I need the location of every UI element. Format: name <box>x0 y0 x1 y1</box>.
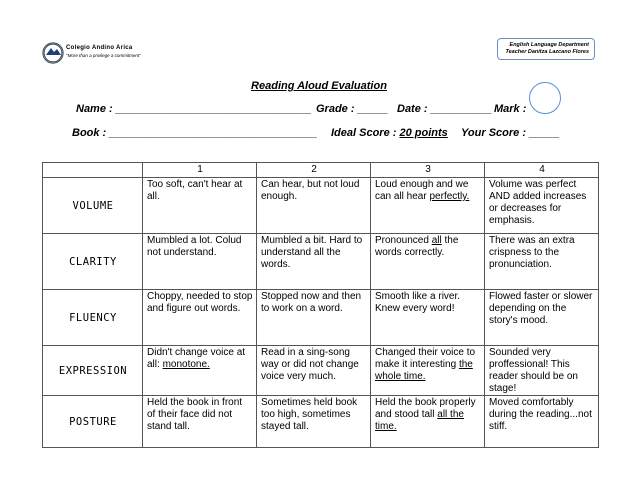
school-name: Colegio Andino Arica <box>66 45 133 51</box>
name-label: Name : <box>76 103 113 115</box>
school-motto: "More than a privilege a commitment" <box>66 53 141 58</box>
date-field[interactable] <box>397 103 492 115</box>
category-label: VOLUME <box>43 178 143 234</box>
rubric-cell-score-1 <box>143 396 257 448</box>
rubric-cell-score-4 <box>485 396 599 448</box>
rubric-cell-score-1 <box>143 346 257 396</box>
rubric-row-posture <box>43 396 599 448</box>
school-emblem-icon <box>42 42 64 64</box>
school-logo <box>42 42 192 66</box>
cell-text: Mumbled a lot. Colud not understand. <box>147 235 242 258</box>
your-score-blank: _____ <box>529 127 560 139</box>
rubric-cell-score-4 <box>485 178 599 234</box>
teacher-line: Teacher Danitza Lazcano Flores <box>505 49 589 55</box>
grade-label: Grade : <box>316 103 355 115</box>
name-field[interactable] <box>76 103 312 115</box>
date-label: Date : <box>397 103 428 115</box>
cell-text: Held the book in front of their face did not stand tall. <box>147 397 243 432</box>
rubric-cell-score-3 <box>371 290 485 346</box>
cell-text: Sounded very proffessional! This reader should be on stage! <box>489 347 578 394</box>
rubric-cell-score-1 <box>143 178 257 234</box>
rubric-row-clarity <box>43 234 599 290</box>
rubric-cell-score-1 <box>143 290 257 346</box>
header-cell-4: 4 <box>485 163 599 178</box>
page-title: Reading Aloud Evaluation <box>251 80 387 92</box>
cell-text: Can hear, but not loud enough. <box>261 179 360 202</box>
cell-text: Smooth like a river. Knew every word! <box>375 291 461 314</box>
mark-circle <box>529 82 561 114</box>
rubric-cell-score-2 <box>257 346 371 396</box>
book-blank: __________________________________ <box>109 127 318 139</box>
rubric-cell-score-4 <box>485 234 599 290</box>
book-label: Book : <box>72 127 107 139</box>
header-cell-2: 2 <box>257 163 371 178</box>
cell-text: Volume was perfect AND added increases or decreases for emphasis. <box>489 179 587 226</box>
cell-text: Didn't change voice at all: <box>147 347 246 370</box>
rubric-row-fluency <box>43 290 599 346</box>
cell-text: Changed their voice to make it interesting <box>375 347 476 370</box>
rubric-row-volume <box>43 178 599 234</box>
header-row <box>43 163 599 178</box>
rubric-cell-score-1 <box>143 234 257 290</box>
cell-text: all <box>431 235 442 246</box>
cell-text: Sometimes held book too high, sometimes stayed tall. <box>261 397 358 432</box>
cell-text: monotone. <box>162 359 210 370</box>
cell-text: Pronounced <box>375 235 432 246</box>
header-cell-blank <box>43 163 143 178</box>
cell-text: the whole time. <box>375 359 473 382</box>
category-label: CLARITY <box>43 234 143 290</box>
rubric-table <box>42 162 599 448</box>
cell-text: Too soft, can't hear at all. <box>147 179 243 202</box>
cell-text: perfectly. <box>429 191 470 202</box>
ideal-score-label: Ideal Score : <box>331 127 397 139</box>
rubric-cell-score-4 <box>485 290 599 346</box>
mark-field <box>494 103 526 115</box>
rubric-cell-score-3 <box>371 234 485 290</box>
category-label: EXPRESSION <box>43 346 143 396</box>
rubric-row-expression <box>43 346 599 396</box>
cell-text: Held the book properly and stood tall <box>375 397 476 420</box>
your-score-field[interactable] <box>461 127 560 139</box>
cell-text: Stopped now and then to work on a word. <box>261 291 362 314</box>
department-line: English Language Department <box>509 42 589 48</box>
name-blank: ________________________________ <box>115 103 312 115</box>
your-score-label: Your Score : <box>461 127 526 139</box>
cell-text: Moved comfortably during the reading...not stiff. <box>489 397 592 432</box>
cell-text: There was an extra crispness to the pronunciation. <box>489 235 575 270</box>
cell-text: Mumbled a bit. Hard to understand all the words. <box>261 235 363 270</box>
rubric-cell-score-4 <box>485 346 599 396</box>
cell-text: Flowed faster or slower depending on the story's mood. <box>489 291 593 326</box>
rubric-cell-score-2 <box>257 290 371 346</box>
cell-text: Loud enough and we can all hear <box>375 179 469 202</box>
grade-blank: _____ <box>357 103 389 115</box>
cell-text: Read in a sing-song way or did not change voice very much. <box>261 347 359 382</box>
cell-text: Choppy, needed to stop and figure out words. <box>147 291 253 314</box>
rubric-cell-score-2 <box>257 178 371 234</box>
mark-label: Mark : <box>494 103 527 115</box>
category-label: POSTURE <box>43 396 143 448</box>
category-label: FLUENCY <box>43 290 143 346</box>
date-blank: __________ <box>430 103 492 115</box>
rubric-cell-score-3 <box>371 396 485 448</box>
grade-field[interactable] <box>316 103 388 115</box>
book-field[interactable] <box>72 127 317 139</box>
header-cell-3: 3 <box>371 163 485 178</box>
ideal-score <box>331 127 448 139</box>
rubric-cell-score-3 <box>371 178 485 234</box>
department-box <box>497 38 595 60</box>
rubric-cell-score-2 <box>257 396 371 448</box>
rubric-cell-score-3 <box>371 346 485 396</box>
cell-text: all the time. <box>375 409 464 432</box>
ideal-score-value: 20 points <box>399 127 448 139</box>
rubric-cell-score-2 <box>257 234 371 290</box>
cell-text: the words correctly. <box>375 235 459 258</box>
header-cell-1: 1 <box>143 163 257 178</box>
